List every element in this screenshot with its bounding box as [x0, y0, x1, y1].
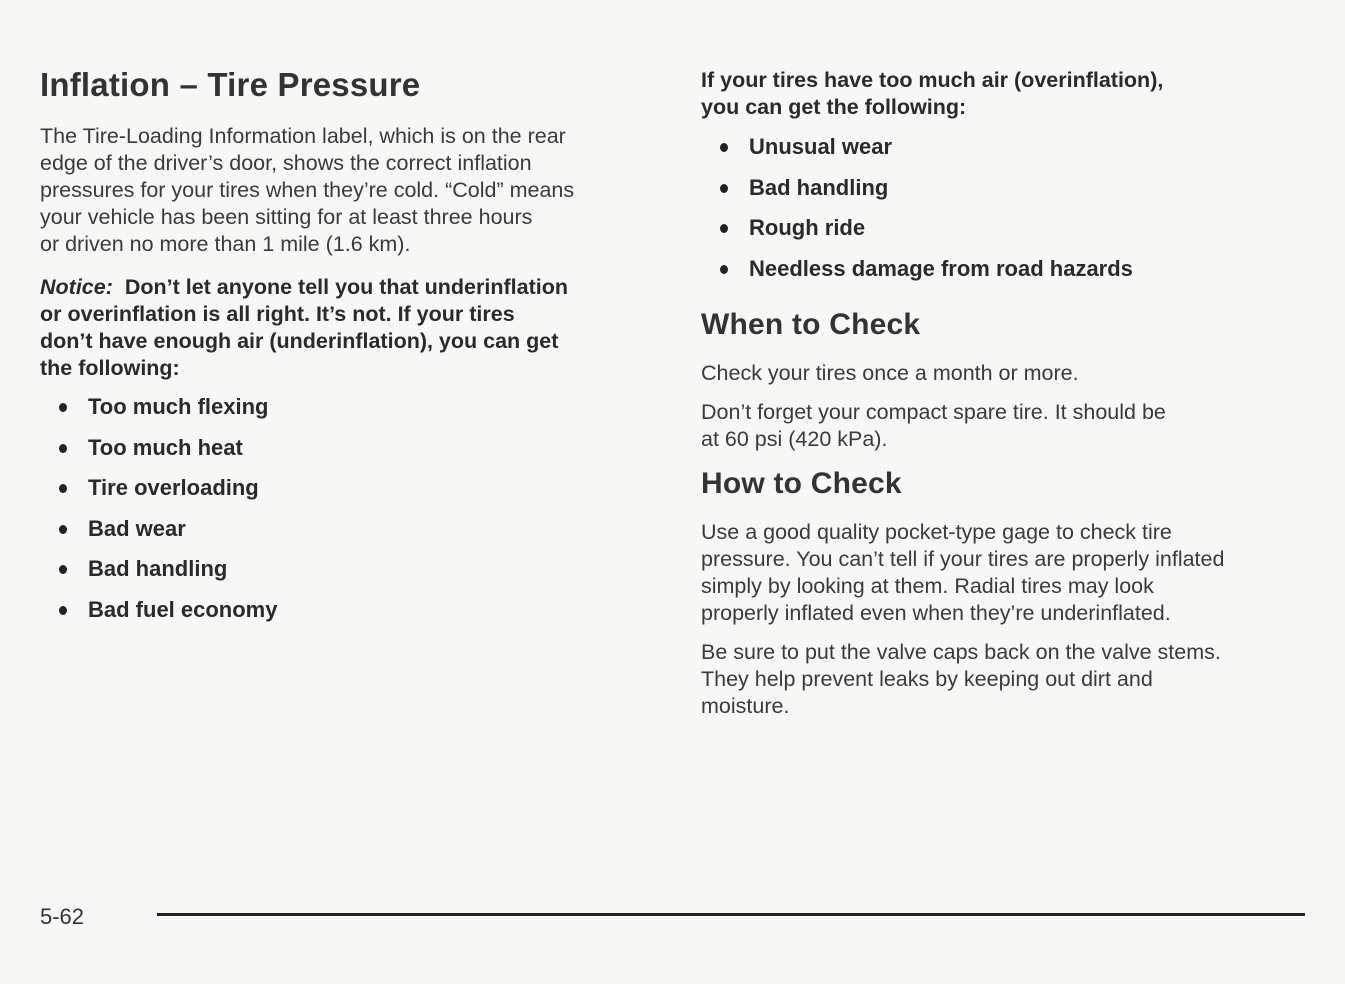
bullet-icon	[720, 265, 728, 274]
text-line: Don’t let anyone tell you that underinflation	[124, 275, 568, 299]
text-line: edge of the driver’s door, shows the correct inflation	[40, 151, 532, 175]
bullet-icon	[720, 184, 728, 193]
text-line: don’t have enough air (underinflation), you can get	[40, 329, 559, 353]
notice-label: Notice:	[40, 275, 113, 299]
text-line: simply by looking at them. Radial tires may look	[701, 574, 1154, 598]
bullet-icon	[59, 444, 67, 453]
bullet-icon	[59, 484, 67, 493]
text-line: or overinflation is all right. It’s not. If your tires	[40, 302, 515, 326]
text-line: at 60 psi (420 kPa).	[701, 427, 888, 451]
heading-how-to-check: How to Check	[701, 467, 902, 500]
intro-paragraph	[40, 123, 574, 258]
list-item: Too much heat	[56, 434, 277, 475]
list-item: Unusual wear	[717, 133, 1133, 174]
list-item: Tire overloading	[56, 474, 277, 515]
text-line: Check your tires once a month or more.	[701, 361, 1079, 385]
list-item: Bad wear	[56, 515, 277, 556]
overinflation-list	[717, 133, 1133, 295]
text-line: Use a good quality pocket-type gage to check tire	[701, 520, 1172, 544]
text-line: moisture.	[701, 694, 790, 718]
notice-paragraph	[40, 274, 568, 382]
footer-rule	[157, 913, 1305, 916]
how-paragraph-2	[701, 639, 1221, 720]
how-paragraph-1	[701, 519, 1224, 627]
text-line: you can get the following:	[701, 95, 967, 119]
list-item: Bad handling	[56, 555, 277, 596]
bullet-icon	[59, 606, 67, 615]
list-item: Needless damage from road hazards	[717, 255, 1133, 296]
text-line: Be sure to put the valve caps back on the valve stems.	[701, 640, 1221, 664]
when-paragraph-2	[701, 399, 1166, 453]
text-line: your vehicle has been sitting for at least three hours	[40, 205, 533, 229]
bullet-icon	[720, 143, 728, 152]
bullet-icon	[59, 565, 67, 574]
bullet-icon	[720, 224, 728, 233]
section-title-inflation: Inflation – Tire Pressure	[40, 66, 421, 103]
text-line: The Tire-Loading Information label, which is on the rear	[40, 124, 566, 148]
text-line: pressure. You can’t tell if your tires are properly inflated	[701, 547, 1225, 571]
bullet-icon	[59, 525, 67, 534]
text-line: They help prevent leaks by keeping out dirt and	[701, 667, 1153, 691]
page-number: 5-62	[40, 904, 85, 929]
heading-when-to-check: When to Check	[701, 308, 921, 341]
underinflation-list	[56, 393, 277, 636]
text-line: pressures for your tires when they’re cold. “Cold” means	[40, 178, 575, 202]
list-item: Too much flexing	[56, 393, 277, 434]
list-item: Bad fuel economy	[56, 596, 277, 637]
text-line: the following:	[40, 356, 180, 380]
text-line: Don’t forget your compact spare tire. It should be	[701, 400, 1166, 424]
bullet-icon	[59, 403, 67, 412]
text-line: properly inflated even when they’re underinflated.	[701, 601, 1171, 625]
list-item: Bad handling	[717, 174, 1133, 215]
overinflation-intro	[701, 67, 1163, 121]
when-paragraph-1	[701, 360, 1079, 387]
list-item: Rough ride	[717, 214, 1133, 255]
text-line: If your tires have too much air (overinflation),	[701, 68, 1164, 92]
text-line: or driven no more than 1 mile (1.6 km).	[40, 232, 411, 256]
